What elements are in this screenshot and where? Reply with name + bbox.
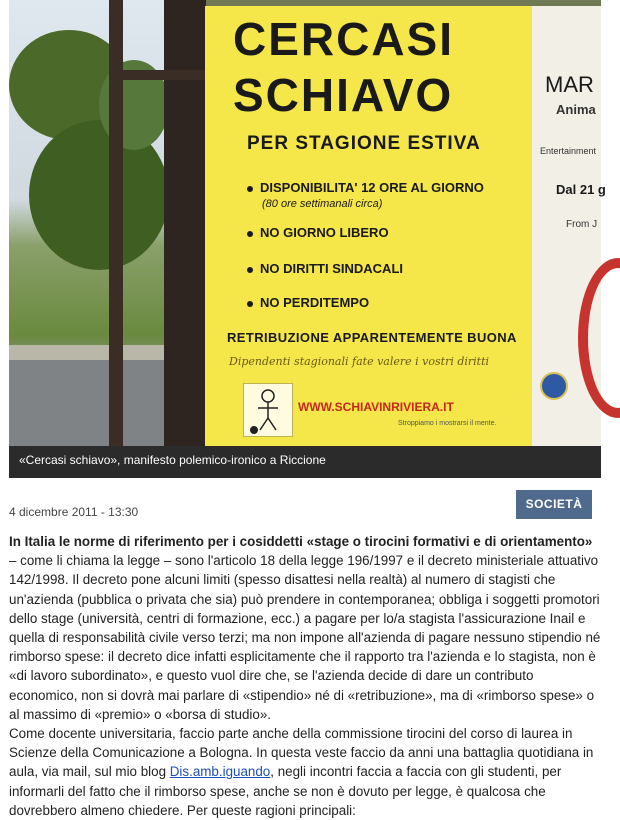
bullet-icon bbox=[247, 301, 253, 307]
category-tag-button[interactable]: SOCIETÀ bbox=[516, 490, 592, 519]
article-paragraph: Come docente universitaria, faccio parte anche della commissione tirocini del corso di laurea in Scienze della Comunicazione a Bologna. In questa veste faccio da anni una battaglia quotidiana in aula, via mail, sul mio blog Dis.amb.iguando, negli incontri faccia a faccia con gli studenti, per informarli del fatto che il rimborso spese, anche se non è dovuto per legge, è qualcosa che dovrebbero almeno chiedere. Per queste ragioni principali: bbox=[9, 726, 594, 818]
blog-link[interactable]: Dis.amb.iguando bbox=[169, 764, 271, 780]
poster-dipendenti: Dipendenti stagionali fate valere i vostri diritti bbox=[229, 355, 490, 368]
article-lead: In Italia le norme di riferimento per i cosiddetti «stage o tirocini formativi e di orientamento» bbox=[9, 534, 593, 549]
poster-title-line2: SCHIAVO bbox=[233, 69, 454, 121]
article-date: 4 dicembre 2011 - 13:30 bbox=[9, 505, 139, 519]
poster-retribuzione: RETRIBUZIONE APPARENTEMENTE BUONA bbox=[227, 330, 517, 345]
poster-bullet: DISPONIBILITA' 12 ORE AL GIORNO bbox=[247, 180, 484, 195]
seal-icon bbox=[540, 372, 568, 400]
poster-bullet-note: (80 ore settimanali circa) bbox=[262, 198, 383, 210]
poster-bullet: NO PERDITEMPO bbox=[247, 295, 369, 310]
right-poster-line4: Dal 21 g bbox=[556, 182, 606, 197]
poster-website: WWW.SCHIAVINRIVIERA.IT bbox=[298, 400, 454, 414]
poster-small-text: Stroppiamo i mostrarsi il mente. bbox=[398, 420, 497, 427]
bullet-icon bbox=[247, 186, 253, 192]
poster-bullet: NO DIRITTI SINDACALI bbox=[247, 261, 403, 276]
photo-caption: «Cercasi schiavo», manifesto polemico-ironico a Riccione bbox=[19, 453, 326, 467]
article-photo bbox=[9, 0, 601, 446]
poster-title-line1: CERCASI bbox=[233, 13, 455, 65]
article-paragraph: In Italia le norme di riferimento per i cosiddetti «stage o tirocini formativi e di orientamento» – come li chiama la legge – sono l'articolo 18 della legge 196/1997 e il decreto ministeriale attuativo 142/1998. Il decreto pone alcuni limiti (spesso disattesi nella realtà) al numero di stagisti che un'azienda (pubblica o privata che sia) può prendere in contemporanea; obbliga i soggetti promotori dello stage (università, centri di formazione, ecc.) a pagare per lo/a stagista l'assicurazione Inail e quella di responsabilità civile verso terzi; ma non impone all'azienda di pagare nessuno stipendio né rimborso spese: il decreto dice infatti esplicitamente che il rapporto tra l'azienda e lo stagista, non è «di lavoro subordinato», e questo vuol dire che, se l'azienda decide di dare un contributo economico, non si dovrà mai parlare di «stipendio» né di «retribuzione», ma di «rimborso spese» o al massimo di «premio» o «borsa di studio». bbox=[9, 534, 601, 722]
bullet-icon bbox=[247, 231, 253, 237]
right-poster-line1: MAR bbox=[545, 72, 594, 97]
right-poster-line5: From J bbox=[566, 219, 598, 230]
right-poster-line3: Entertainment bbox=[540, 146, 597, 156]
poster-bullet: NO GIORNO LIBERO bbox=[247, 225, 389, 240]
bullet-icon bbox=[247, 267, 253, 273]
stick-figure-icon bbox=[243, 383, 293, 437]
poster-subtitle: PER STAGIONE ESTIVA bbox=[247, 133, 481, 154]
article-body bbox=[9, 532, 601, 820]
right-poster-line2: Anima bbox=[556, 102, 596, 117]
